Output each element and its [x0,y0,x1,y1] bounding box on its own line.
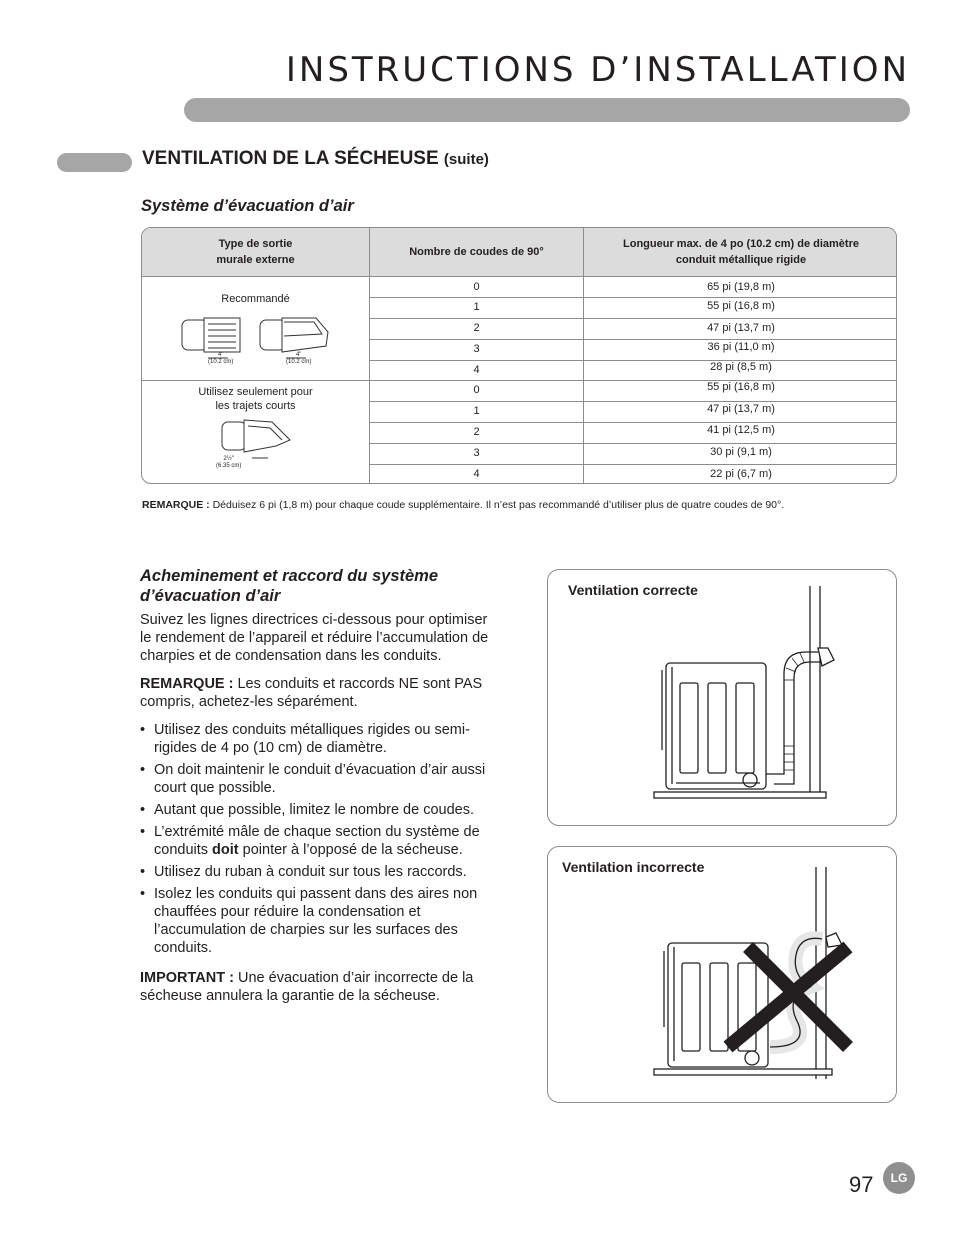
routing-remark [140,675,495,711]
page-title: INSTRUCTIONS D’INSTALLATION [285,50,910,90]
cell-length: 30 pi (9,1 m) [710,446,772,458]
page-number: 97 [849,1172,874,1197]
cell-elbows: 2 [473,426,480,438]
exhaust-table [141,227,897,484]
exhaust-heading: Système d’évacuation d’air [141,197,354,215]
list-item: • Isolez les conduits qui passent dans des aires non chauffées pour réduire la condensation et l’accumulation de charpies sur les surfaces des conduits. [140,885,495,957]
routing-remark-text: Les conduits et raccords NE sont PAS compris, achetez-les séparément. [140,676,483,710]
table-remark [142,498,832,513]
cell-elbows: 0 [473,281,480,293]
bullet-text: L’extrémité mâle de chaque section du système de conduits [154,824,480,858]
dimension-label: 4" (10.2 cm) [208,352,234,365]
cell-elbows: 4 [473,468,480,480]
table-remark-text: Déduisez 6 pi (1,8 m) pour chaque coude supplémentaire. Il n’est pas recommandé d’utiliser plus de quatre coudes de 90°. [212,499,785,511]
cell-length: 65 pi (19,8 m) [707,281,775,293]
cell-elbows: 3 [473,447,480,459]
section-marker [57,153,132,172]
routing-important [140,969,495,1005]
header-outlet-line2: murale externe [216,254,295,266]
list-item: • Autant que possible, limitez le nombre de coudes. [140,801,495,819]
cell-length: 41 pi (12,5 m) [707,424,775,436]
incorrect-ventilation-illustration [548,847,897,1103]
cell-length: 22 pi (6,7 m) [710,468,772,480]
correct-ventilation-label: Ventilation correcte [568,582,698,598]
routing-heading-line2: d’évacuation d’air [140,587,281,605]
routing-important-label: IMPORTANT : [140,970,234,986]
lg-logo-icon: LG [883,1162,915,1194]
cell-elbows: 4 [473,364,480,376]
header-length-line2: conduit métallique rigide [675,254,807,266]
list-item [140,823,495,859]
routing-heading [140,566,438,606]
routing-remark-label: REMARQUE : [140,676,234,692]
routing-important-text: Une évacuation d’air incorrecte de la sécheuse annulera la garantie de la sécheuse. [140,970,474,1004]
table-header-elbows: Nombre de coudes de 90° [409,245,544,258]
routing-body [140,611,495,1005]
cell-length: 55 pi (16,8 m) [707,300,775,312]
cell-elbows: 1 [473,405,480,417]
cell-elbows: 3 [473,343,480,355]
table-remark-label: REMARQUE : [142,499,210,511]
group-label-line2: les trajets courts [215,400,296,413]
cell-elbows: 0 [473,384,480,396]
cell-elbows: 2 [473,322,480,334]
list-item: • On doit maintenir le conduit d’évacuation d’air aussi court que possible. [140,761,495,797]
cell-length: 36 pi (11,0 m) [707,341,775,353]
list-item: • Utilisez des conduits métalliques rigides ou semi-rigides de 4 po (10 cm) de diamètre. [140,721,495,757]
routing-bullet-list [140,721,495,957]
title-bar [184,98,910,122]
table-header-outlet [142,228,369,276]
cell-length: 47 pi (13,7 m) [707,403,775,415]
routing-intro: Suivez les lignes directrices ci-dessous pour optimiser le rendement de l’appareil et réduire l’accumulation de charpies et de condensation dans les conduits. [140,612,489,664]
header-outlet-line1: Type de sortie [218,237,293,250]
recommended-vent-hoods-icon [176,314,346,374]
section-title-text: VENTILATION DE LA SÉCHEUSE [142,148,439,169]
cell-length: 47 pi (13,7 m) [707,322,775,334]
group-label-recommended: Recommandé [221,293,290,305]
cell-length: 28 pi (8,5 m) [710,361,772,373]
correct-ventilation-panel [547,569,897,826]
cell-length: 55 pi (16,8 m) [707,381,775,393]
routing-heading-line1: Acheminement et raccord du système [140,567,439,585]
incorrect-ventilation-panel [547,846,897,1103]
table-header-length [584,228,897,276]
dimension-label-line2: (6.35 cm) [216,463,242,469]
cell-elbows: 1 [473,301,480,313]
group-label-short-runs [142,385,369,414]
bullet-text: pointer à l’opposé de la sécheuse. [238,842,463,858]
list-item: • Utilisez du ruban à conduit sur tous les raccords. [140,863,495,881]
bullet-emphasis: doit [212,842,239,858]
header-length-line1: Longueur max. de 4 po (10.2 cm) de diamètre [623,237,859,250]
section-title [142,148,489,170]
dimension-label [216,456,241,470]
correct-ventilation-illustration [548,570,897,826]
dimension-label-line1: 2½" [223,456,234,462]
incorrect-ventilation-label: Ventilation incorrecte [562,859,705,875]
group-label-line1: Utilisez seulement pour [198,386,313,398]
dimension-label: 4" (10.2 cm) [286,352,312,365]
section-title-suffix: (suite) [443,151,489,168]
